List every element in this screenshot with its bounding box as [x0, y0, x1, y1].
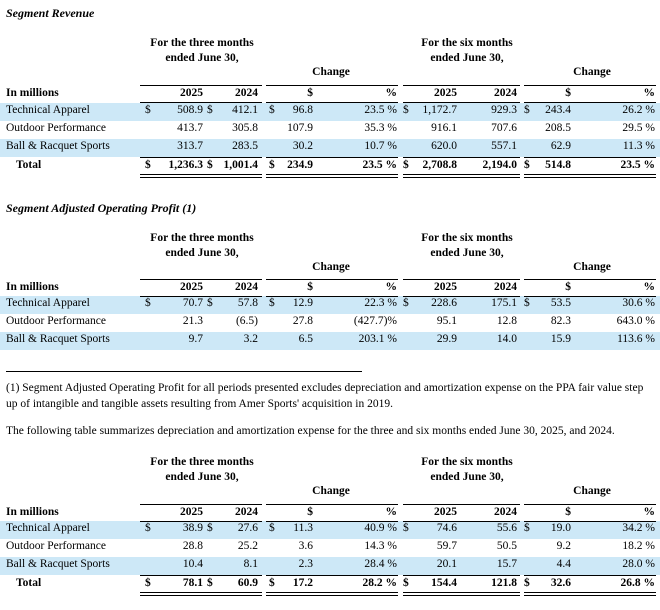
column-header: 2025 — [434, 506, 457, 518]
group-header: Change — [312, 485, 350, 497]
table-cell: 78.1 — [182, 577, 203, 589]
table-cell: 412.1 — [232, 104, 258, 116]
table-cell: 29.5 % — [622, 122, 655, 134]
table-cell: 74.6 — [436, 522, 457, 534]
table-cell: 21.3 — [182, 315, 203, 327]
table-cell: 38.9 — [182, 522, 203, 534]
column-header: % — [385, 506, 397, 518]
table-cell: 23.5 % — [364, 104, 397, 116]
group-header-underline — [266, 85, 398, 86]
currency-symbol: $ — [524, 104, 530, 116]
row-label: Total — [16, 577, 42, 589]
total-double-rule — [266, 174, 398, 178]
table-cell: 9.2 — [556, 540, 571, 552]
table-cell: 14.3 % — [364, 540, 397, 552]
currency-symbol: $ — [403, 297, 409, 309]
total-top-rule — [403, 575, 520, 576]
table-cell: 96.8 — [292, 104, 313, 116]
table-cell: 60.9 — [237, 577, 258, 589]
row-label: Technical Apparel — [6, 104, 90, 116]
column-header: 2024 — [235, 87, 258, 99]
row-label: Outdoor Performance — [6, 315, 106, 327]
table-cell: 1,172.7 — [422, 104, 457, 116]
row-label: Ball & Racquet Sports — [6, 333, 110, 345]
table-cell: 17.2 — [292, 577, 313, 589]
column-header: $ — [307, 281, 313, 293]
table-cell: 22.3 % — [364, 297, 397, 309]
table-cell: 14.0 — [496, 333, 517, 345]
currency-symbol: $ — [207, 104, 213, 116]
table-cell: 15.7 — [496, 558, 517, 570]
table-cell: 12.9 — [292, 297, 313, 309]
column-header-underline — [140, 102, 262, 103]
currency-symbol: $ — [207, 522, 213, 534]
table-cell: 28.4 % — [364, 558, 397, 570]
table-cell: 35.3 % — [364, 122, 397, 134]
total-double-rule — [140, 592, 262, 596]
row-header-label: In millions — [6, 506, 59, 518]
table-cell: 30.2 — [292, 140, 313, 152]
table-cell: 283.5 — [232, 140, 258, 152]
table-cell: 53.5 — [550, 297, 571, 309]
total-top-rule — [403, 157, 520, 158]
column-header: 2024 — [494, 87, 517, 99]
currency-symbol: $ — [207, 297, 213, 309]
currency-symbol: $ — [145, 577, 151, 589]
footnote-rule-line — [6, 371, 362, 372]
table-cell: 113.6 % — [617, 333, 655, 345]
table-cell: (427.7)% — [353, 315, 397, 327]
total-double-rule — [140, 174, 262, 178]
column-header: 2025 — [434, 87, 457, 99]
column-header: $ — [565, 87, 571, 99]
currency-symbol: $ — [269, 104, 275, 116]
currency-symbol: $ — [145, 159, 151, 171]
table-cell: 707.6 — [491, 122, 517, 134]
total-double-rule — [524, 592, 656, 596]
group-header: For the three months ended June 30, — [150, 232, 254, 259]
currency-symbol: $ — [403, 522, 409, 534]
table-cell: 95.1 — [436, 315, 457, 327]
total-top-rule — [140, 575, 262, 576]
row-label: Technical Apparel — [6, 297, 90, 309]
table-cell: 1,001.4 — [223, 159, 258, 171]
column-header: $ — [307, 87, 313, 99]
total-double-rule — [403, 174, 520, 178]
table-cell: 62.9 — [550, 140, 571, 152]
total-top-rule — [524, 157, 656, 158]
table-cell: 27.8 — [292, 315, 313, 327]
table-cell: 203.1 % — [358, 333, 397, 345]
table-cell: 228.6 — [431, 297, 457, 309]
table-cell: 20.1 — [436, 558, 457, 570]
column-header: $ — [565, 281, 571, 293]
currency-symbol: $ — [145, 297, 151, 309]
table-cell: 3.6 — [298, 540, 313, 552]
group-header: Change — [573, 261, 611, 273]
group-header: For the six months ended June 30, — [421, 37, 513, 64]
total-double-rule — [524, 174, 656, 178]
group-header-underline — [403, 504, 520, 505]
table-cell: 413.7 — [177, 122, 203, 134]
group-header: Change — [312, 66, 350, 78]
column-header: 2024 — [494, 506, 517, 518]
table-cell: (6.5) — [235, 315, 258, 327]
group-header-underline — [524, 504, 656, 505]
table-cell: 9.7 — [188, 333, 203, 345]
table-cell: 557.1 — [491, 140, 517, 152]
column-header: $ — [565, 506, 571, 518]
table-cell: 2.3 — [298, 558, 313, 570]
table-cell: 11.3 — [293, 522, 313, 534]
row-header-label: In millions — [6, 87, 59, 99]
table-cell: 508.9 — [177, 104, 203, 116]
total-top-rule — [524, 575, 656, 576]
table-cell: 27.6 — [237, 522, 258, 534]
row-label: Outdoor Performance — [6, 540, 106, 552]
group-header-underline — [140, 279, 262, 280]
row-label: Ball & Racquet Sports — [6, 558, 110, 570]
table-cell: 25.2 — [237, 540, 258, 552]
table-cell: 208.5 — [545, 122, 571, 134]
column-header: $ — [307, 506, 313, 518]
table-cell: 313.7 — [177, 140, 203, 152]
group-header-underline — [140, 504, 262, 505]
table-cell: 32.6 — [550, 577, 571, 589]
table-cell: 12.8 — [496, 315, 517, 327]
table-cell: 29.9 — [436, 333, 457, 345]
currency-symbol: $ — [269, 159, 275, 171]
currency-symbol: $ — [524, 297, 530, 309]
currency-symbol: $ — [269, 577, 275, 589]
group-header-underline — [403, 279, 520, 280]
group-header-underline — [524, 279, 656, 280]
table-cell: 59.7 — [436, 540, 457, 552]
total-top-rule — [266, 575, 398, 576]
currency-symbol: $ — [269, 522, 275, 534]
currency-symbol: $ — [207, 159, 213, 171]
group-header-underline — [266, 504, 398, 505]
column-header: % — [643, 506, 655, 518]
group-header: Change — [573, 485, 611, 497]
currency-symbol: $ — [524, 159, 530, 171]
total-double-rule — [266, 592, 398, 596]
table-cell: 50.5 — [496, 540, 517, 552]
group-header-underline — [140, 85, 262, 86]
table-cell: 23.5 % — [362, 159, 397, 171]
column-header-underline — [266, 102, 398, 103]
table-cell: 28.0 % — [622, 558, 655, 570]
table-cell: 6.5 — [298, 333, 313, 345]
table-cell: 2,708.8 — [422, 159, 457, 171]
table-cell: 30.6 % — [622, 297, 655, 309]
table-cell: 121.8 — [491, 577, 517, 589]
table-cell: 34.2 % — [622, 522, 655, 534]
table-cell: 23.5 % — [620, 159, 655, 171]
table-cell: 643.0 % — [616, 315, 655, 327]
total-top-rule — [140, 157, 262, 158]
table-cell: 55.6 — [496, 522, 517, 534]
column-header: 2025 — [434, 281, 457, 293]
table-title: Segment Revenue — [6, 6, 95, 20]
row-header-label: In millions — [6, 281, 59, 293]
column-header: 2025 — [180, 506, 203, 518]
footnote: (1) Segment Adjusted Operating Profit for all periods presented excludes depreciation and amortization expense on the PPA fair value step up of intangible and tangible assets resulting from Amer Sports' acquisition in 2019. — [6, 382, 644, 410]
column-header: 2025 — [180, 281, 203, 293]
currency-symbol: $ — [207, 577, 213, 589]
table-cell: 28.2 % — [362, 577, 397, 589]
group-header: For the three months ended June 30, — [150, 37, 254, 64]
table-cell: 107.9 — [287, 122, 313, 134]
column-header: 2025 — [180, 87, 203, 99]
table-cell: 11.3 % — [622, 140, 655, 152]
row-label: Outdoor Performance — [6, 122, 106, 134]
table-cell: 916.1 — [431, 122, 457, 134]
table-cell: 234.9 — [287, 159, 313, 171]
column-header: 2024 — [494, 281, 517, 293]
table-cell: 243.4 — [545, 104, 571, 116]
table-cell: 57.8 — [237, 297, 258, 309]
table-cell: 4.4 — [556, 558, 571, 570]
column-header: 2024 — [235, 506, 258, 518]
group-header-underline — [403, 85, 520, 86]
row-label: Technical Apparel — [6, 522, 90, 534]
total-top-rule — [266, 157, 398, 158]
table-cell: 26.2 % — [622, 104, 655, 116]
column-header: % — [385, 281, 397, 293]
table-cell: 82.3 — [550, 315, 571, 327]
group-header: Change — [312, 261, 350, 273]
column-header-underline — [403, 102, 520, 103]
currency-symbol: $ — [145, 104, 151, 116]
table-cell: 514.8 — [545, 159, 571, 171]
table-cell: 929.3 — [491, 104, 517, 116]
table-cell: 2,194.0 — [482, 159, 517, 171]
group-header-underline — [266, 279, 398, 280]
table-cell: 154.4 — [431, 577, 457, 589]
table-cell: 40.9 % — [364, 522, 397, 534]
table-cell: 18.2 % — [622, 540, 655, 552]
table-cell: 19.0 — [550, 522, 571, 534]
group-header: For the six months ended June 30, — [421, 232, 513, 259]
table-cell: 305.8 — [232, 122, 258, 134]
table-cell: 15.9 — [550, 333, 571, 345]
currency-symbol: $ — [403, 104, 409, 116]
currency-symbol: $ — [403, 159, 409, 171]
row-label: Total — [16, 159, 42, 171]
table-cell: 1,236.3 — [168, 159, 203, 171]
group-header: For the three months ended June 30, — [150, 456, 254, 483]
table-cell: 70.7 — [182, 297, 203, 309]
currency-symbol: $ — [524, 577, 530, 589]
row-label: Ball & Racquet Sports — [6, 140, 110, 152]
currency-symbol: $ — [403, 577, 409, 589]
column-header: % — [643, 281, 655, 293]
column-header-underline — [524, 102, 656, 103]
currency-symbol: $ — [269, 297, 275, 309]
column-header: % — [643, 87, 655, 99]
column-header: % — [385, 87, 397, 99]
table-cell: 175.1 — [491, 297, 517, 309]
table-cell: 10.4 — [182, 558, 203, 570]
table-cell: 10.7 % — [364, 140, 397, 152]
table-cell: 28.8 — [182, 540, 203, 552]
table-cell: 26.8 % — [620, 577, 655, 589]
table-cell: 3.2 — [243, 333, 258, 345]
currency-symbol: $ — [145, 522, 151, 534]
summary-text: The following table summarizes depreciation and amortization expense for the three and six months ended June 30, 2025, and 2024. — [6, 425, 615, 437]
group-header: For the six months ended June 30, — [421, 456, 513, 483]
group-header-underline — [524, 85, 656, 86]
group-header: Change — [573, 66, 611, 78]
total-double-rule — [403, 592, 520, 596]
table-title: Segment Adjusted Operating Profit (1) — [6, 201, 197, 215]
column-header: 2024 — [235, 281, 258, 293]
currency-symbol: $ — [524, 522, 530, 534]
table-cell: 8.1 — [243, 558, 258, 570]
table-cell: 620.0 — [431, 140, 457, 152]
